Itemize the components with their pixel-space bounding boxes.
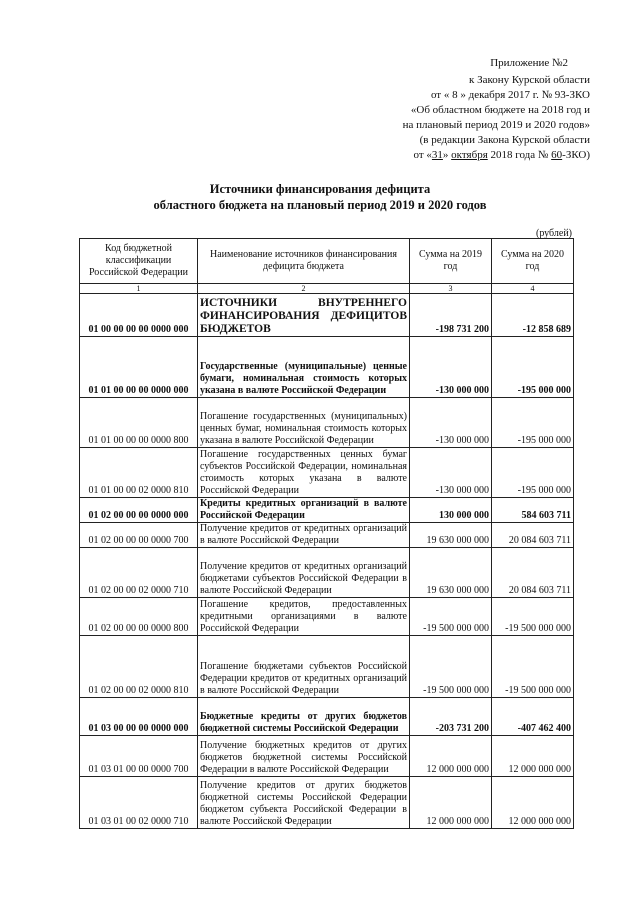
edition-suffix: -ЗКО) bbox=[562, 149, 590, 161]
row-code: 01 00 00 00 00 0000 000 bbox=[80, 294, 198, 337]
row-name: Получение кредитов от кредитных организаций бюджетами субъектов Российской Федерации в валюте Российской Федерации bbox=[198, 548, 410, 598]
row-name: Погашение бюджетами субъектов Российской Федерации кредитов от кредитных организаций в валюте Российской Федерации bbox=[198, 636, 410, 698]
row-name: Погашение государственных (муниципальных) ценных бумаг, номинальная стоимость которых указана в валюте Российской Федерации bbox=[198, 398, 410, 448]
row-sum-2020: 12 000 000 000 bbox=[492, 777, 574, 829]
appendix-label: Приложение №2 bbox=[490, 57, 568, 69]
row-code: 01 03 01 00 02 0000 710 bbox=[80, 777, 198, 829]
column-number: 1 bbox=[80, 284, 198, 294]
column-number-row bbox=[80, 284, 574, 294]
table-row bbox=[80, 736, 574, 777]
row-name: Получение кредитов от других бюджетов бюджетной системы Российской Федерации бюджетом субъекта Российской Федерации в валюте Российской Федерации bbox=[198, 777, 410, 829]
column-number: 3 bbox=[410, 284, 492, 294]
column-header-2020: Сумма на 2020 год bbox=[492, 239, 574, 284]
edition-mid2: 2018 года № bbox=[487, 149, 552, 161]
row-code: 01 01 00 00 02 0000 810 bbox=[80, 448, 198, 498]
unit-label: (рублей) bbox=[535, 228, 572, 239]
row-sum-2019: 12 000 000 000 bbox=[410, 777, 492, 829]
row-sum-2019: 12 000 000 000 bbox=[410, 736, 492, 777]
row-sum-2019: -203 731 200 bbox=[410, 698, 492, 736]
sources-table bbox=[79, 238, 574, 829]
column-header-2019: Сумма на 2019 год bbox=[410, 239, 492, 284]
header-line: к Закону Курской области bbox=[469, 74, 590, 86]
title-line-2: областного бюджета на плановый период 2019 и 2020 годов bbox=[153, 198, 487, 212]
row-sum-2019: -130 000 000 bbox=[410, 398, 492, 448]
table-row bbox=[80, 698, 574, 736]
table-row bbox=[80, 498, 574, 523]
table-row bbox=[80, 337, 574, 398]
edition-mid: » bbox=[442, 149, 452, 161]
row-code: 01 01 00 00 00 0000 800 bbox=[80, 398, 198, 448]
table-row bbox=[80, 598, 574, 636]
row-sum-2020: 584 603 711 bbox=[492, 498, 574, 523]
row-sum-2020: -12 858 689 bbox=[492, 294, 574, 337]
row-sum-2019: -130 000 000 bbox=[410, 337, 492, 398]
row-sum-2020: -407 462 400 bbox=[492, 698, 574, 736]
row-sum-2019: -198 731 200 bbox=[410, 294, 492, 337]
table-header-row bbox=[80, 239, 574, 284]
row-sum-2019: 130 000 000 bbox=[410, 498, 492, 523]
row-sum-2020: -19 500 000 000 bbox=[492, 598, 574, 636]
table-row bbox=[80, 523, 574, 548]
table-row bbox=[80, 448, 574, 498]
header-line: от « 8 » декабря 2017 г. № 93-ЗКО bbox=[430, 89, 590, 101]
row-code: 01 02 00 00 02 0000 710 bbox=[80, 548, 198, 598]
column-number: 2 bbox=[198, 284, 410, 294]
row-code: 01 03 01 00 00 0000 700 bbox=[80, 736, 198, 777]
table-row bbox=[80, 398, 574, 448]
row-sum-2020: -19 500 000 000 bbox=[492, 636, 574, 698]
row-code: 01 02 00 00 00 0000 700 bbox=[80, 523, 198, 548]
row-sum-2019: 19 630 000 000 bbox=[410, 523, 492, 548]
row-sum-2020: -195 000 000 bbox=[492, 398, 574, 448]
row-code: 01 03 00 00 00 0000 000 bbox=[80, 698, 198, 736]
row-sum-2019: -19 500 000 000 bbox=[410, 598, 492, 636]
row-sum-2019: 19 630 000 000 bbox=[410, 548, 492, 598]
row-name: Бюджетные кредиты от других бюджетов бюджетной системы Российской Федерации bbox=[198, 698, 410, 736]
row-name: Государственные (муниципальные) ценные бумаги, номинальная стоимость которых указана в валюте Российской Федерации bbox=[198, 337, 410, 398]
row-name: Кредиты кредитных организаций в валюте Российской Федерации bbox=[198, 498, 410, 523]
table-row bbox=[80, 294, 574, 337]
row-code: 01 02 00 00 00 0000 000 bbox=[80, 498, 198, 523]
row-name: Погашение кредитов, предоставленных кредитными организациями в валюте Российской Федерации bbox=[198, 598, 410, 636]
column-header-code: Код бюджетной классификации Российской Федерации bbox=[80, 239, 198, 284]
document-title bbox=[60, 181, 580, 213]
row-code: 01 02 00 00 02 0000 810 bbox=[80, 636, 198, 698]
row-sum-2020: 20 084 603 711 bbox=[492, 548, 574, 598]
table-row bbox=[80, 777, 574, 829]
row-name: Получение кредитов от кредитных организаций в валюте Российской Федерации bbox=[198, 523, 410, 548]
row-name: ИСТОЧНИКИ ВНУТРЕННЕГО ФИНАНСИРОВАНИЯ ДЕФИЦИТОВ БЮДЖЕТОВ bbox=[198, 294, 410, 337]
column-number: 4 bbox=[492, 284, 574, 294]
row-name: Погашение государственных ценных бумаг субъектов Российской Федерации, номинальная стоимость которых указана в валюте Российской Федерации bbox=[198, 448, 410, 498]
row-sum-2020: -195 000 000 bbox=[492, 448, 574, 498]
edition-number: 60 bbox=[551, 149, 563, 161]
row-sum-2020: 20 084 603 711 bbox=[492, 523, 574, 548]
table-row bbox=[80, 636, 574, 698]
edition-day: 31 bbox=[431, 149, 443, 161]
header-line: на плановый период 2019 и 2020 годов» bbox=[402, 119, 590, 131]
edition-prefix: от « bbox=[413, 149, 432, 161]
document-header bbox=[360, 56, 590, 163]
table-row bbox=[80, 548, 574, 598]
row-code: 01 01 00 00 00 0000 000 bbox=[80, 337, 198, 398]
row-name: Получение бюджетных кредитов от других бюджетов бюджетной системы Российской Федерации в валюте Российской Федерации bbox=[198, 736, 410, 777]
column-header-name: Наименование источников финансирования дефицита бюджета bbox=[198, 239, 410, 284]
header-line: «Об областном бюджете на 2018 год и bbox=[410, 104, 590, 116]
title-line-1: Источники финансирования дефицита bbox=[209, 182, 431, 196]
edition-line bbox=[360, 148, 590, 163]
row-sum-2019: -130 000 000 bbox=[410, 448, 492, 498]
row-code: 01 02 00 00 00 0000 800 bbox=[80, 598, 198, 636]
row-sum-2019: -19 500 000 000 bbox=[410, 636, 492, 698]
header-line: (в редакции Закона Курской области bbox=[419, 134, 590, 146]
edition-month: октября bbox=[451, 149, 488, 161]
row-sum-2020: -195 000 000 bbox=[492, 337, 574, 398]
row-sum-2020: 12 000 000 000 bbox=[492, 736, 574, 777]
